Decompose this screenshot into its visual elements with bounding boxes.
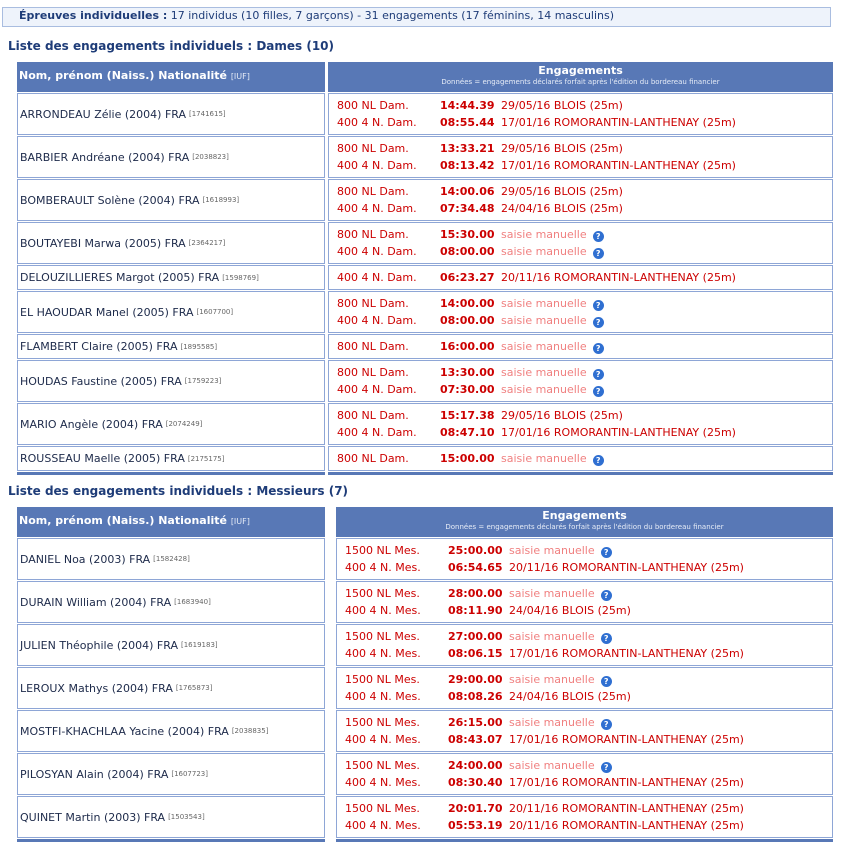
help-icon[interactable]: ?: [601, 633, 612, 644]
event-name: 400 4 N. Mes.: [345, 604, 421, 617]
swimmer-name-cell: [17, 136, 325, 178]
manual-entry-label: [501, 338, 604, 355]
performance-reference: [501, 114, 736, 131]
performance-reference: [501, 407, 623, 424]
swimmer-name: BOUTAYEBI Marwa (2005) FRA: [20, 236, 186, 250]
event-name: 400 4 N. Mes.: [345, 690, 421, 703]
help-icon[interactable]: ?: [593, 343, 604, 354]
header-name-label: Nom, prénom (Naiss.) Nationalité: [19, 69, 227, 82]
swimmer-name-cell: [17, 753, 325, 795]
table-row: [17, 179, 833, 221]
manual-entry-label: [509, 671, 612, 688]
engagements-cell: [336, 796, 833, 838]
event-name: 800 NL Dam.: [337, 409, 409, 422]
summary-label: Épreuves individuelles :: [19, 9, 168, 22]
swimmer-name-cell: [17, 710, 325, 752]
engagement-line: [337, 243, 832, 260]
entry-detail: 17/01/16 ROMORANTIN-LANTHENAY (25m): [509, 733, 744, 746]
header-engagements-label: Engagements: [538, 64, 623, 77]
entry-time: 26:15.00: [448, 716, 503, 729]
event-name: 800 NL Dam.: [337, 142, 409, 155]
event-name: 800 NL Dam.: [337, 228, 409, 241]
entry-time: 08:47.10: [440, 426, 495, 439]
engagements-cell: [328, 179, 833, 221]
manual-entry-label: [501, 226, 604, 243]
table-footer-bar: [328, 472, 833, 475]
engagements-cell: [328, 265, 833, 290]
table-row: [17, 667, 833, 709]
swimmer-name: FLAMBERT Claire (2005) FRA: [20, 340, 178, 353]
entry-detail: saisie manuelle: [501, 314, 587, 327]
performance-reference: [501, 140, 623, 157]
entry-time: 08:13.42: [440, 159, 495, 172]
swimmer-license: [1759223]: [184, 377, 222, 385]
swimmer-name-cell: [17, 581, 325, 623]
event-name: 400 4 N. Dam.: [337, 383, 417, 396]
swimmer-name-cell: [17, 624, 325, 666]
entry-detail: saisie manuelle: [501, 340, 587, 353]
header-engagements-note: Données = engagements déclarés forfait après l'édition du bordereau financier: [445, 523, 724, 531]
entry-time: 28:00.00: [448, 587, 503, 600]
header-engagements-note: Données = engagements déclarés forfait après l'édition du bordereau financier: [441, 78, 720, 86]
entry-detail: saisie manuelle: [501, 245, 587, 258]
swimmer-name: MOSTFI-KHACHLAA Yacine (2004) FRA: [20, 724, 229, 738]
header-engagements-column: [328, 62, 833, 92]
engagement-line: [345, 774, 832, 791]
event-name: 400 4 N. Dam.: [337, 159, 417, 172]
engagement-line: [345, 757, 832, 774]
entry-detail: 17/01/16 ROMORANTIN-LANTHENAY (25m): [501, 426, 736, 439]
entry-detail: saisie manuelle: [501, 366, 587, 379]
performance-reference: [501, 157, 736, 174]
help-icon[interactable]: ?: [593, 386, 604, 397]
entry-detail: 20/11/16 ROMORANTIN-LANTHENAY (25m): [509, 561, 744, 574]
table-row: [17, 796, 833, 838]
swimmer-name: ROUSSEAU Maelle (2005) FRA: [20, 452, 185, 465]
swimmer-name-cell: [17, 222, 325, 264]
swimmer-license: [1607723]: [171, 770, 208, 778]
event-name: 400 4 N. Mes.: [345, 819, 421, 832]
event-name: 400 4 N. Mes.: [345, 647, 421, 660]
entry-time: 06:23.27: [440, 271, 495, 284]
help-icon[interactable]: ?: [601, 547, 612, 558]
swimmer-name-cell: [17, 334, 325, 359]
engagement-line: [345, 817, 832, 834]
entry-detail: saisie manuelle: [501, 228, 587, 241]
help-icon[interactable]: ?: [593, 455, 604, 466]
engagement-line: [345, 628, 832, 645]
entry-time: 29:00.00: [448, 673, 503, 686]
table-footer-bar: [336, 839, 833, 842]
table-row: [17, 753, 833, 795]
manual-entry-label: [509, 757, 612, 774]
table-row: [17, 624, 833, 666]
engagements-cell: [336, 538, 833, 580]
engagement-line: [337, 338, 832, 355]
swimmer-name-cell: [17, 179, 325, 221]
swimmer-name: ARRONDEAU Zélie (2004) FRA: [20, 107, 186, 121]
engagements-cell: [328, 222, 833, 264]
swimmer-license: [2038823]: [192, 153, 229, 161]
header-name-column: [17, 507, 325, 537]
performance-reference: [509, 800, 744, 817]
entry-time: 08:11.90: [448, 604, 503, 617]
swimmer-license: [1503543]: [168, 813, 205, 821]
entry-time: 08:00.00: [440, 245, 495, 258]
engagement-line: [337, 183, 832, 200]
swimmer-name: MARIO Angèle (2004) FRA: [20, 417, 163, 431]
entry-time: 07:30.00: [440, 383, 495, 396]
swimmer-license: [1895585]: [180, 342, 218, 351]
event-name: 800 NL Dam.: [337, 452, 409, 465]
engagements-cell: [328, 360, 833, 402]
swimmer-license: [2175175]: [187, 454, 225, 463]
help-icon[interactable]: ?: [593, 369, 604, 380]
entry-detail: 29/05/16 BLOIS (25m): [501, 142, 623, 155]
event-name: 800 NL Dam.: [337, 99, 409, 112]
engagement-line: [337, 226, 832, 243]
engagement-line: [345, 731, 832, 748]
swimmer-license: [1741615]: [189, 110, 226, 118]
engagement-line: [337, 114, 832, 131]
event-name: 400 4 N. Dam.: [337, 202, 417, 215]
engagement-line: [337, 97, 832, 114]
manual-entry-label: [501, 295, 604, 312]
entry-time: 20:01.70: [448, 802, 503, 815]
header-engagements-column: [336, 507, 833, 537]
swimmer-name-cell: [17, 538, 325, 580]
entry-detail: 17/01/16 ROMORANTIN-LANTHENAY (25m): [501, 116, 736, 129]
swimmer-license: [1765873]: [175, 684, 213, 692]
manual-entry-label: [509, 585, 612, 602]
event-name: 400 4 N. Dam.: [337, 245, 417, 258]
entry-time: 08:06.15: [448, 647, 503, 660]
entry-detail: 24/04/16 BLOIS (25m): [509, 604, 631, 617]
table-row: [17, 403, 833, 445]
table-footer-bar: [17, 839, 325, 842]
engagements-cell: [328, 93, 833, 135]
entry-time: 13:33.21: [440, 142, 495, 155]
swimmer-license: [1683940]: [174, 598, 211, 606]
entry-detail: saisie manuelle: [509, 544, 595, 557]
entry-detail: 20/11/16 ROMORANTIN-LANTHENAY (25m): [509, 802, 744, 815]
header-iuf-label: [IUF]: [230, 72, 250, 81]
event-name: 1500 NL Mes.: [345, 544, 420, 557]
performance-reference: [501, 200, 623, 217]
table-row: [17, 446, 833, 471]
swimmer-license: [2364217]: [188, 239, 226, 247]
entry-detail: 24/04/16 BLOIS (25m): [509, 690, 631, 703]
engagement-line: [337, 200, 832, 217]
help-icon[interactable]: ?: [601, 719, 612, 730]
performance-reference: [501, 424, 736, 441]
swimmer-name: DANIEL Noa (2003) FRA: [20, 552, 151, 566]
entry-detail: saisie manuelle: [509, 673, 595, 686]
event-name: 800 NL Dam.: [337, 340, 409, 353]
event-name: 400 4 N. Mes.: [345, 733, 421, 746]
event-name: 800 NL Dam.: [337, 366, 409, 379]
swimmer-license: [2074249]: [165, 420, 203, 428]
performance-reference: [509, 559, 744, 576]
entry-detail: saisie manuelle: [501, 297, 587, 310]
entry-detail: 29/05/16 BLOIS (25m): [501, 99, 623, 112]
event-name: 1500 NL Mes.: [345, 716, 420, 729]
swimmer-name-cell: [17, 667, 325, 709]
event-name: 1500 NL Mes.: [345, 759, 420, 772]
table-row: [17, 538, 833, 580]
entry-time: 08:08.26: [448, 690, 503, 703]
entry-time: 08:55.44: [440, 116, 495, 129]
performance-reference: [509, 817, 744, 834]
swimmer-name: BARBIER Andréane (2004) FRA: [20, 150, 190, 164]
entry-time: 16:00.00: [440, 340, 495, 353]
entry-detail: saisie manuelle: [501, 383, 587, 396]
swimmer-name: EL HAOUDAR Manel (2005) FRA: [20, 305, 194, 319]
help-icon[interactable]: ?: [593, 300, 604, 311]
performance-reference: [501, 183, 623, 200]
engagement-line: [337, 364, 832, 381]
swimmer-name: QUINET Martin (2003) FRA: [20, 810, 166, 824]
entry-time: 06:54.65: [448, 561, 503, 574]
performance-reference: [501, 269, 736, 286]
manual-entry-label: [509, 714, 612, 731]
engagement-line: [337, 450, 832, 467]
performance-reference: [509, 688, 631, 705]
entry-detail: saisie manuelle: [509, 716, 595, 729]
engagement-line: [345, 714, 832, 731]
swimmer-name-cell: [17, 360, 325, 402]
engagement-line: [345, 688, 832, 705]
swimmer-name: PILOSYAN Alain (2004) FRA: [20, 767, 169, 781]
event-name: 400 4 N. Dam.: [337, 116, 417, 129]
help-icon[interactable]: ?: [601, 762, 612, 773]
entry-detail: 29/05/16 BLOIS (25m): [501, 409, 623, 422]
header-name-label: Nom, prénom (Naiss.) Nationalité: [19, 514, 227, 527]
help-icon[interactable]: ?: [593, 231, 604, 242]
table-row: [17, 222, 833, 264]
swimmer-name: BOMBERAULT Solène (2004) FRA: [20, 193, 200, 207]
engagements-cell: [336, 667, 833, 709]
engagements-cell: [328, 291, 833, 333]
manual-entry-label: [509, 628, 612, 645]
event-name: 400 4 N. Dam.: [337, 314, 417, 327]
entry-time: 24:00.00: [448, 759, 503, 772]
entry-detail: saisie manuelle: [509, 630, 595, 643]
entry-detail: 24/04/16 BLOIS (25m): [501, 202, 623, 215]
swimmer-license: [1618993]: [202, 196, 240, 204]
engagements-cell: [328, 403, 833, 445]
entry-time: 15:17.38: [440, 409, 495, 422]
entry-detail: 17/01/16 ROMORANTIN-LANTHENAY (25m): [509, 647, 744, 660]
entry-time: 25:00.00: [448, 544, 503, 557]
entry-time: 14:00.00: [440, 297, 495, 310]
help-icon[interactable]: ?: [601, 676, 612, 687]
entry-time: 14:44.39: [440, 99, 495, 112]
entry-detail: saisie manuelle: [509, 587, 595, 600]
event-name: 1500 NL Mes.: [345, 673, 420, 686]
entry-time: 14:00.06: [440, 185, 495, 198]
help-icon[interactable]: ?: [593, 248, 604, 259]
swimmer-name: DURAIN William (2004) FRA: [20, 595, 172, 609]
manual-entry-label: [501, 364, 604, 381]
engagement-line: [345, 800, 832, 817]
swimmer-name: HOUDAS Faustine (2005) FRA: [20, 374, 182, 388]
swimmer-license: [1598769]: [222, 273, 259, 282]
swimmer-name: DELOUZILLIERES Margot (2005) FRA: [20, 271, 220, 284]
manual-entry-label: [501, 450, 604, 467]
event-name: 1500 NL Mes.: [345, 802, 420, 815]
swimmer-name-cell: [17, 403, 325, 445]
performance-reference: [509, 645, 744, 662]
swimmer-name: LEROUX Mathys (2004) FRA: [20, 681, 173, 695]
performance-reference: [509, 602, 631, 619]
entry-time: 08:43.07: [448, 733, 503, 746]
table-row: [17, 334, 833, 359]
engagements-cell: [336, 581, 833, 623]
manual-entry-label: [509, 542, 612, 559]
swimmer-name-cell: [17, 93, 325, 135]
engagement-line: [345, 559, 832, 576]
event-name: 400 4 N. Dam.: [337, 426, 417, 439]
manual-entry-label: [501, 381, 604, 398]
entry-detail: 17/01/16 ROMORANTIN-LANTHENAY (25m): [501, 159, 736, 172]
performance-reference: [509, 731, 744, 748]
manual-entry-label: [501, 243, 604, 260]
engagement-line: [345, 585, 832, 602]
engagement-line: [337, 407, 832, 424]
event-name: 800 NL Dam.: [337, 185, 409, 198]
performance-reference: [509, 774, 744, 791]
summary-bar: [2, 7, 831, 27]
event-name: 400 4 N. Dam.: [337, 271, 417, 284]
table-row: [17, 710, 833, 752]
manual-entry-label: [501, 312, 604, 329]
swimmer-license: [1607700]: [196, 308, 234, 316]
swimmer-license: [2038835]: [231, 727, 269, 735]
entry-detail: 29/05/16 BLOIS (25m): [501, 185, 623, 198]
entry-detail: saisie manuelle: [509, 759, 595, 772]
table-row: [17, 265, 833, 290]
engagement-line: [337, 295, 832, 312]
entry-time: 07:34.48: [440, 202, 495, 215]
entry-time: 15:00.00: [440, 452, 495, 465]
event-name: 400 4 N. Mes.: [345, 561, 421, 574]
engagements-cell: [336, 753, 833, 795]
engagement-line: [345, 671, 832, 688]
table-row: [17, 93, 833, 135]
engagement-line: [337, 424, 832, 441]
swimmer-name-cell: [17, 446, 325, 471]
entry-detail: 20/11/16 ROMORANTIN-LANTHENAY (25m): [501, 271, 736, 284]
header-name-column: [17, 62, 325, 92]
help-icon[interactable]: ?: [593, 317, 604, 328]
entry-detail: saisie manuelle: [501, 452, 587, 465]
entry-detail: 20/11/16 ROMORANTIN-LANTHENAY (25m): [509, 819, 744, 832]
engagement-line: [337, 381, 832, 398]
messieurs-section-title: Liste des engagements individuels : Messieurs (7): [8, 484, 349, 498]
entry-time: 05:53.19: [448, 819, 503, 832]
help-icon[interactable]: ?: [601, 590, 612, 601]
event-name: 800 NL Dam.: [337, 297, 409, 310]
event-name: 1500 NL Mes.: [345, 630, 420, 643]
entry-time: 15:30.00: [440, 228, 495, 241]
engagements-cell: [336, 710, 833, 752]
engagement-line: [337, 312, 832, 329]
engagements-cell: [328, 334, 833, 359]
swimmer-license: [1582428]: [153, 555, 190, 563]
entry-time: 13:30.00: [440, 366, 495, 379]
engagements-cell: [336, 624, 833, 666]
swimmer-name-cell: [17, 796, 325, 838]
event-name: 1500 NL Mes.: [345, 587, 420, 600]
engagements-cell: [328, 136, 833, 178]
engagement-line: [345, 602, 832, 619]
table-row: [17, 581, 833, 623]
entry-time: 27:00.00: [448, 630, 503, 643]
engagement-line: [337, 269, 832, 286]
engagement-line: [345, 645, 832, 662]
engagement-line: [337, 140, 832, 157]
performance-reference: [501, 97, 623, 114]
swimmer-license: [1619183]: [181, 641, 218, 649]
table-row: [17, 291, 833, 333]
engagements-cell: [328, 446, 833, 471]
entry-time: 08:30.40: [448, 776, 503, 789]
entry-time: 08:00.00: [440, 314, 495, 327]
table-row: [17, 136, 833, 178]
swimmer-name-cell: [17, 265, 325, 290]
swimmer-name-cell: [17, 291, 325, 333]
header-iuf-label: [IUF]: [230, 517, 250, 526]
entry-detail: 17/01/16 ROMORANTIN-LANTHENAY (25m): [509, 776, 744, 789]
engagement-line: [345, 542, 832, 559]
table-row: [17, 360, 833, 402]
event-name: 400 4 N. Mes.: [345, 776, 421, 789]
dames-section-title: Liste des engagements individuels : Dames (10): [8, 39, 335, 53]
engagement-line: [337, 157, 832, 174]
header-engagements-label: Engagements: [542, 509, 627, 522]
swimmer-name: JULIEN Théophile (2004) FRA: [20, 638, 178, 652]
table-footer-bar: [17, 472, 325, 475]
summary-text: 17 individus (10 filles, 7 garçons) - 31 engagements (17 féminins, 14 masculins): [167, 9, 615, 22]
